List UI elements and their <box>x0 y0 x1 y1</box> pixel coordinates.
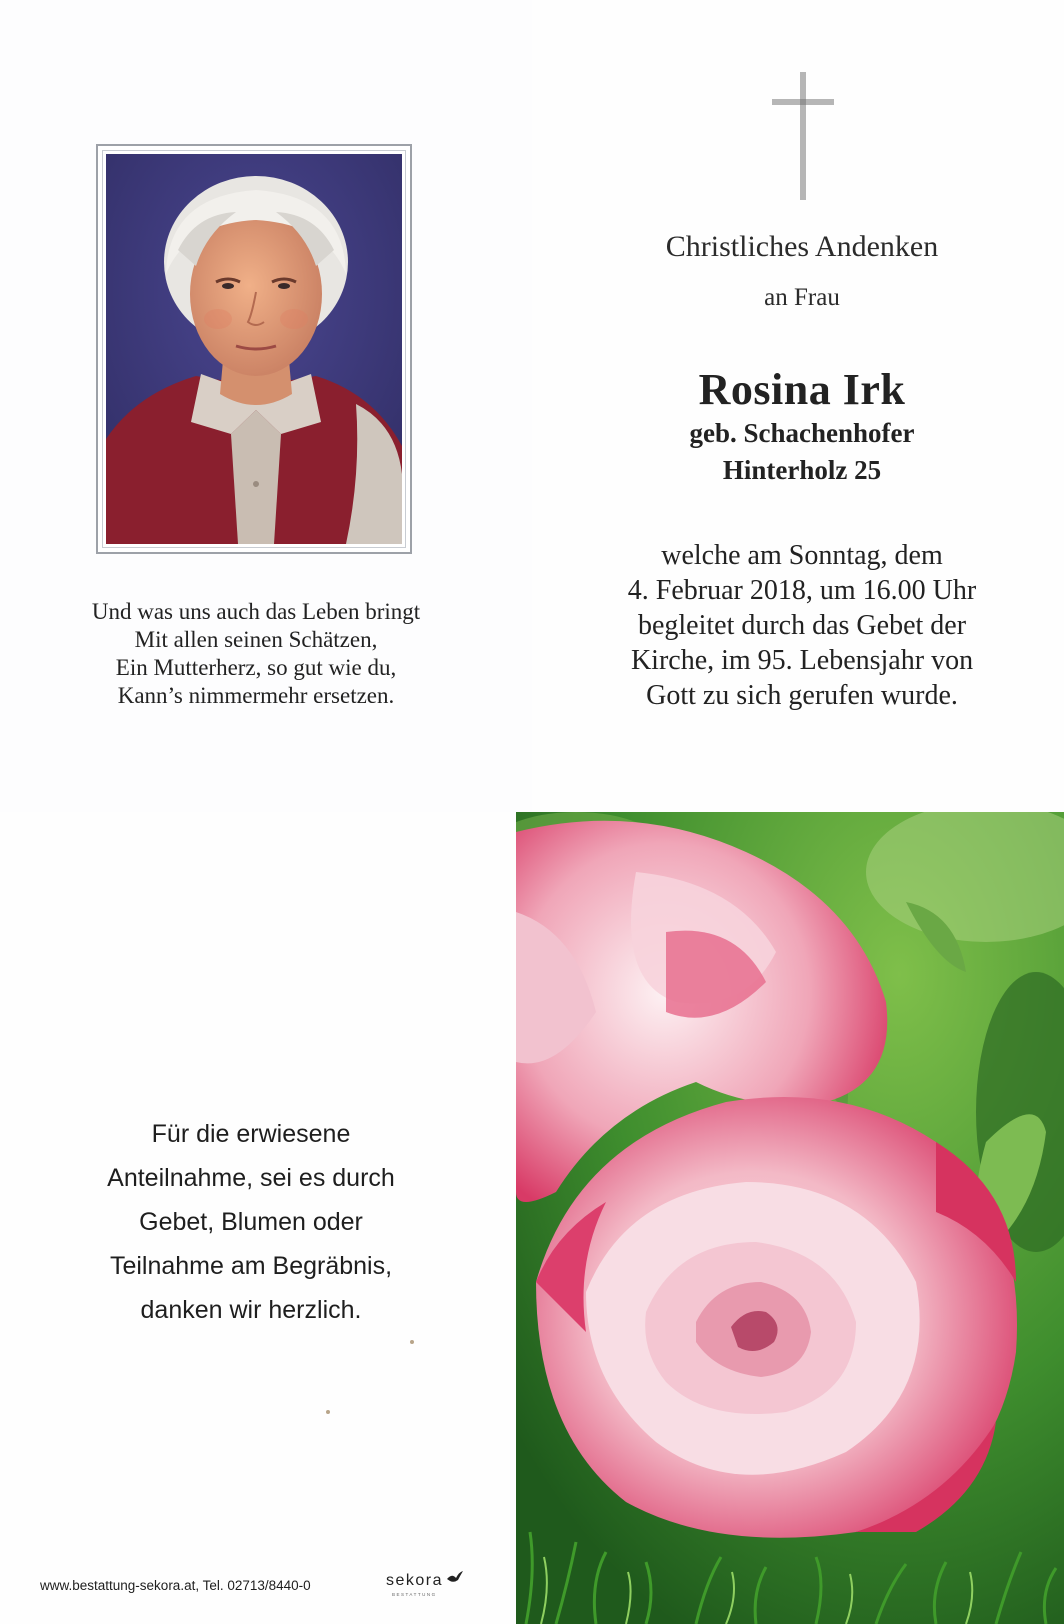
pink-rose-photo <box>516 812 1064 1624</box>
portrait-photo <box>106 154 402 544</box>
logo-text: sekora <box>386 1572 444 1589</box>
thanks-line: danken wir herzlich. <box>140 1296 362 1324</box>
poem-line: Kann’s nimmermehr ersetzen. <box>117 683 395 708</box>
thanks-line: Teilnahme am Begräbnis, <box>109 1252 393 1280</box>
notice-line: Gott zu sich gerufen wurde. <box>646 680 958 711</box>
thanks-line: Gebet, Blumen oder <box>139 1208 363 1236</box>
memorial-intro: Christliches Andenken <box>665 230 939 263</box>
notice-line: begleitet durch das Gebet der <box>637 610 967 641</box>
paper-speck <box>410 1340 414 1344</box>
death-notice <box>560 538 1044 713</box>
flower-panel <box>516 812 1064 1624</box>
thanks-line: Anteilnahme, sei es durch <box>107 1164 395 1192</box>
deceased-name: Rosina Irk <box>698 365 906 414</box>
footer-contact: www.bestattung-sekora.at, Tel. 02713/8440-0 <box>40 1578 311 1593</box>
poem-line: Ein Mutterherz, so gut wie du, <box>115 655 397 680</box>
poem <box>20 598 492 710</box>
logo-subtext: BESTATTUNG <box>392 1592 437 1597</box>
notice-line: 4. Februar 2018, um 16.00 Uhr <box>627 575 977 606</box>
poem-line: Und was uns auch das Leben bringt <box>91 599 421 624</box>
sekora-logo <box>386 1570 466 1600</box>
cross-icon <box>772 72 834 200</box>
notice-line: welche am Sonntag, dem <box>661 540 943 571</box>
memorial-prefix: an Frau <box>764 284 840 311</box>
birth-name: geb. Schachenhofer <box>689 418 915 448</box>
notice-line: Kirche, im 95. Lebensjahr von <box>630 645 974 676</box>
thanks-text <box>20 1112 482 1332</box>
portrait-frame <box>96 144 412 554</box>
bird-icon <box>446 1570 464 1584</box>
portrait-panel <box>0 0 532 812</box>
address: Hinterholz 25 <box>722 455 882 485</box>
thanks-line: Für die erwiesene <box>151 1120 351 1148</box>
poem-line: Mit allen seinen Schätzen, <box>134 627 378 652</box>
paper-speck <box>326 1410 330 1414</box>
